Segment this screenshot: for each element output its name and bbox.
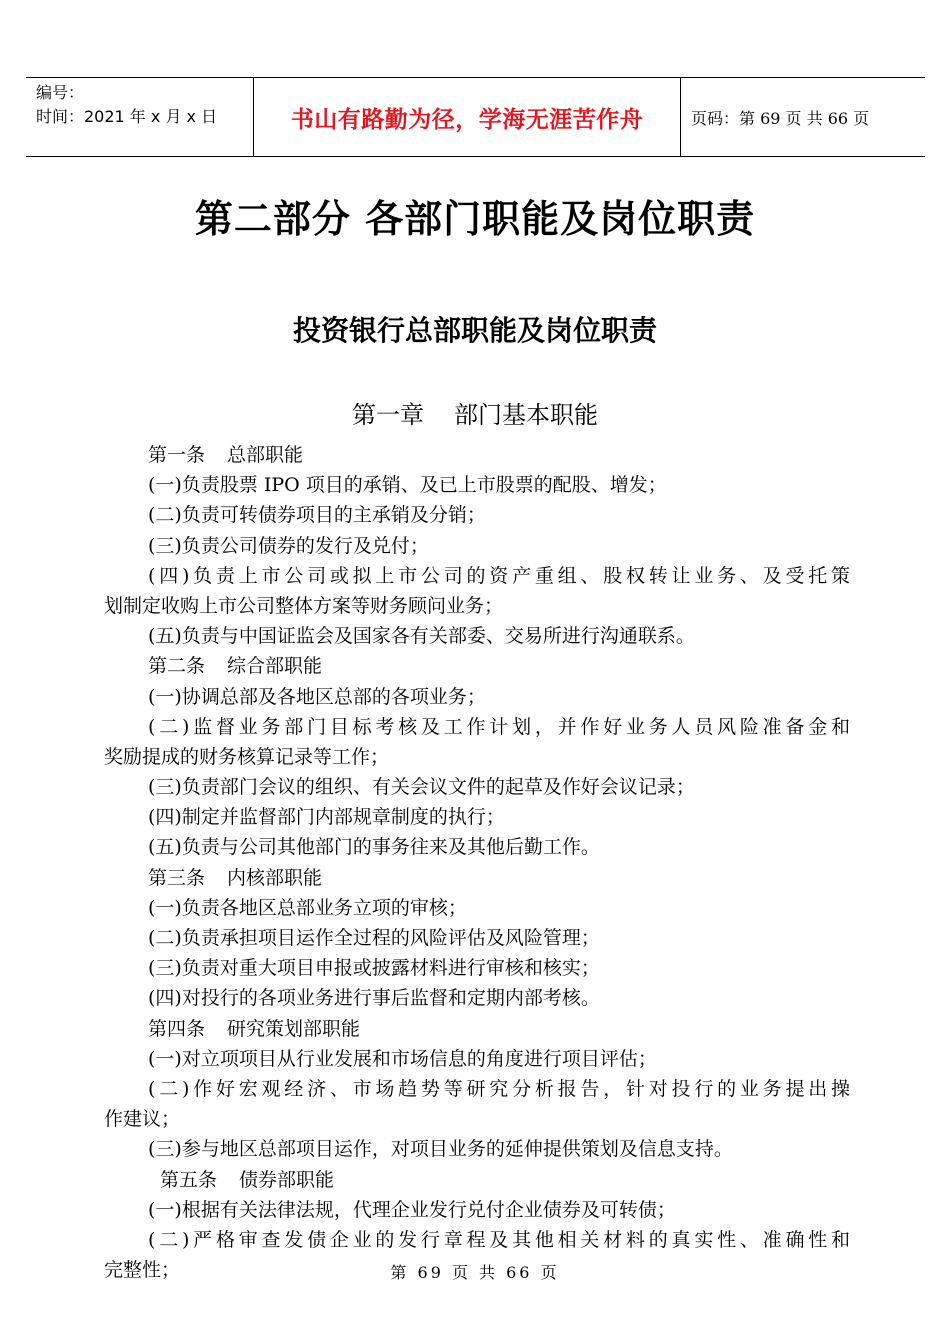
article-number: 第五条 — [160, 1168, 218, 1191]
page-header — [26, 77, 925, 157]
article-number: 第四条 — [148, 1017, 206, 1040]
article-name: 综合部职能 — [227, 655, 323, 678]
paragraph-line: (一)协调总部及各地区总部的各项业务； — [148, 685, 486, 708]
paragraph-line: (一)负责股票 IPO 项目的承销、及已上市股票的配股、增发； — [148, 474, 667, 497]
article-heading — [104, 440, 850, 470]
paragraph-line: (二)监督业务部门目标考核及工作计划，并作好业务人员风险准备金和 — [148, 715, 850, 738]
paragraph-line: (二)作好宏观经济、市场趋势等研究分析报告，针对投行的业务提出操 — [148, 1077, 850, 1100]
paragraph-line: 奖励提成的财务核算记录等工作； — [104, 745, 390, 768]
article-number: 第二条 — [148, 655, 206, 678]
page-label: 页码：第 69 页 共 66 页 — [691, 108, 870, 128]
article-heading — [104, 1165, 850, 1195]
header-motto-cell — [254, 78, 681, 156]
article-heading — [104, 1014, 850, 1044]
page-footer: 第 69 页 共 66 页 — [390, 1263, 560, 1282]
paragraph-line: (三)负责公司债券的发行及兑付； — [148, 534, 429, 557]
article-name: 内核部职能 — [227, 866, 323, 889]
paragraph-line: (一)负责各地区总部业务立项的审核； — [148, 896, 467, 919]
time-label: 时间：2021 年 x 月 x 日 — [36, 107, 218, 126]
paragraph-line: (三)负责对重大项目申报或披露材料进行审核和核实； — [148, 957, 600, 980]
article-name: 总部职能 — [227, 444, 304, 466]
header-page-cell — [681, 78, 925, 156]
article-name: 债券部职能 — [239, 1168, 335, 1191]
paragraph-line: 作建议； — [104, 1108, 181, 1131]
paragraph-line: (二)负责可转债券项目的主承销及分销； — [148, 504, 486, 527]
chapter-number: 第一章 — [352, 401, 424, 429]
paragraph-line: 划制定收购上市公司整体方案等财务顾问业务； — [104, 594, 504, 617]
number-label: 编号： — [36, 83, 85, 102]
article-name: 研究策划部职能 — [227, 1017, 361, 1040]
paragraph-line: (二)负责承担项目运作全过程的风险评估及风险管理； — [148, 927, 600, 949]
paragraph-line: (一)根据有关法律法规，代理企业发行兑付企业债券及可转债； — [148, 1198, 676, 1221]
paragraph-line: (四)制定并监督部门内部规章制度的执行； — [148, 806, 505, 829]
article-number: 第三条 — [148, 866, 206, 889]
article-number: 第一条 — [148, 444, 206, 466]
paragraph-line: (五)负责与公司其他部门的事务往来及其他后勤工作。 — [148, 836, 600, 859]
paragraph-line: (五)负责与中国证监会及国家各有关部委、交易所进行沟通联系。 — [148, 625, 695, 648]
paragraph-line: (二)严格审查发债企业的发行章程及其他相关材料的真实性、准确性和 — [148, 1228, 850, 1251]
chapter-heading — [0, 395, 950, 430]
paragraph-line: (四)对投行的各项业务进行事后监督和定期内部考核。 — [148, 987, 600, 1010]
paragraph-line: (四)负责上市公司或拟上市公司的资产重组、股权转让业务、及受托策 — [148, 564, 850, 587]
paragraph-line: (三)负责部门会议的组织、有关会议文件的起草及作好会议记录； — [148, 776, 695, 799]
section-title: 投资银行总部职能及岗位职责 — [292, 314, 657, 347]
paragraph-line: (一)对立项项目从行业发展和市场信息的角度进行项目评估； — [148, 1047, 657, 1070]
article-heading — [104, 651, 850, 681]
page-title: 第二部分 各部门职能及岗位职责 — [194, 197, 756, 241]
paragraph-line: 完整性； — [104, 1259, 181, 1282]
motto: 书山有路勤为径，学海无涯苦作舟 — [290, 105, 644, 133]
document-body — [104, 440, 850, 1285]
header-info-cell — [26, 78, 254, 156]
article-heading — [104, 863, 850, 893]
paragraph-line: (三)参与地区总部项目运作，对项目业务的延伸提供策划及信息支持。 — [148, 1138, 733, 1161]
chapter-name: 部门基本职能 — [454, 401, 598, 429]
